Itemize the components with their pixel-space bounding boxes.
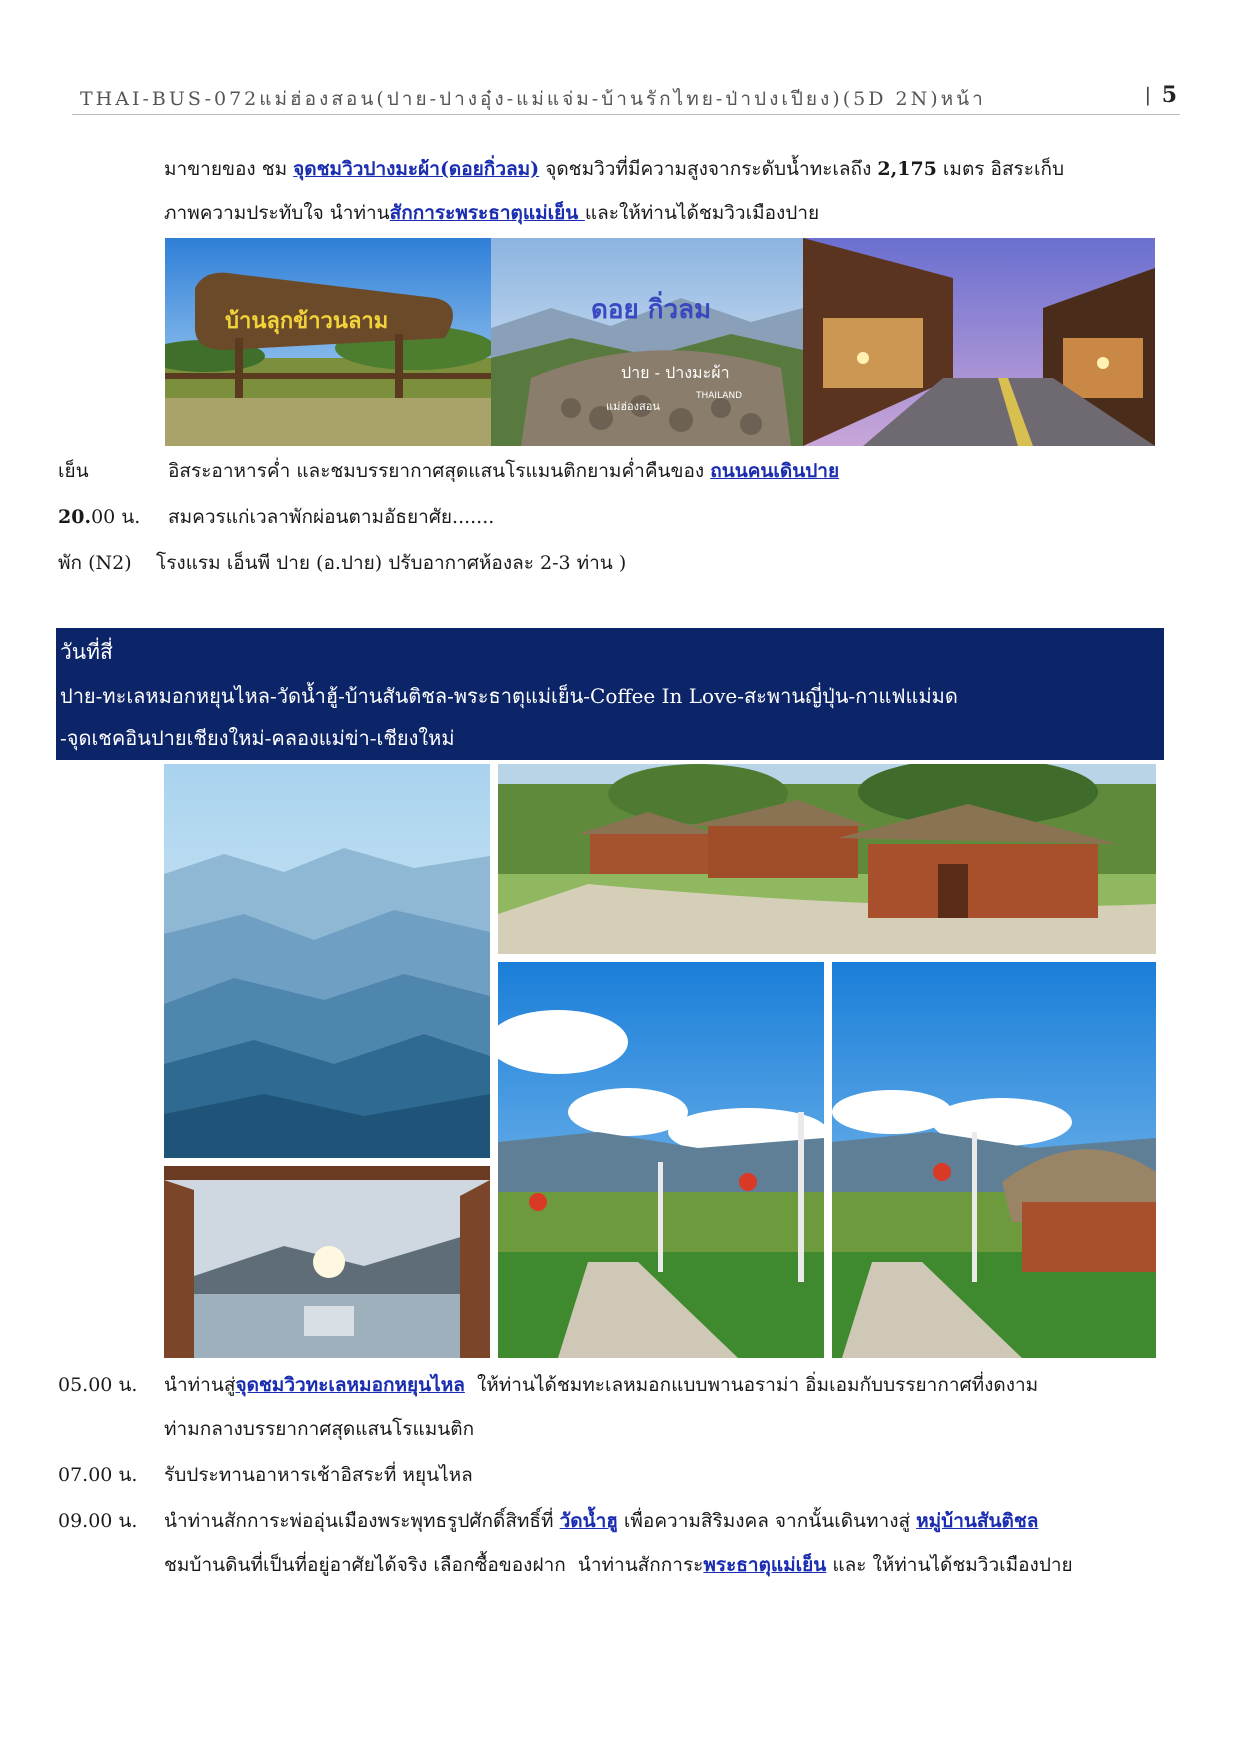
photo-misty-mountains [164, 764, 490, 1158]
day-route-2: -จุดเชคอินปายเชียงใหม่-คลองแม่ข่า-เชียงใหม่ [60, 726, 455, 750]
schedule-text: นำท่านสู่ [164, 1374, 236, 1396]
schedule-0500 [164, 1372, 1038, 1398]
link-pai-walking-street[interactable]: ถนนคนเดินปาย [710, 460, 840, 482]
photo-village-sign [165, 238, 491, 446]
link-phra-that-mae-yen[interactable]: สักการะพระธาตุแม่เย็น [389, 202, 585, 224]
intro-line-1 [164, 156, 1064, 182]
schedule-time-evening: เย็น [58, 460, 89, 482]
doi-sign-province: แม่ฮ่องสอน [606, 400, 660, 413]
photo-walking-street [803, 238, 1155, 446]
time-rest: 00 น. [91, 506, 141, 528]
intro-text: เมตร อิสระเก็บ [936, 158, 1065, 180]
schedule-text: อิสระอาหารค่ำ และชมบรรยากาศสุดแสนโรแมนติกยามค่ำคืนของ [168, 460, 711, 482]
intro-text: ภาพความประทับใจ นำท่าน [164, 202, 390, 224]
link-santichon-village[interactable]: หมู่บ้านสันติชล [916, 1510, 1039, 1532]
header-title: THAI-BUS-072แม่ฮ่องสอน(ปาย-ปางอุ๋ง-แม่แจ่ม-บ้านรักไทย-ป่าปงเปียง)(5D 2N)หน้า [80, 88, 986, 110]
schedule-text-stay: โรงแรม เอ็นพี ปาย (อ.ปาย) ปรับอากาศห้องละ 2-3 ท่าน ) [156, 552, 627, 574]
page-header [80, 82, 1180, 112]
page-number: 5 [1161, 82, 1180, 108]
schedule-text: ชมบ้านดินที่เป็นที่อยู่อาศัยได้จริง เลือกซื้อของฝาก นำท่านสักการะ [164, 1554, 704, 1576]
schedule-0500-cont: ท่ามกลางบรรยากาศสุดแสนโรแมนติก [164, 1418, 475, 1440]
header-divider [72, 114, 1180, 115]
day-label: วันที่สี่ [60, 640, 113, 664]
doi-sign-subtext: ปาย - ปางมะผ้า [621, 363, 730, 382]
link-yun-lai-viewpoint[interactable]: จุดชมวิวทะเลหมอกหยุนไหล [235, 1374, 465, 1396]
schedule-text: และ ให้ท่านได้ชมวิวเมืองปาย [826, 1554, 1073, 1576]
elevation-value: 2,175 [877, 158, 937, 180]
intro-text: จุดชมวิวที่มีความสูงจากระดับน้ำทะเลถึง [539, 158, 878, 180]
link-phra-that-mae-yen-2[interactable]: พระธาตุแม่เย็น [703, 1554, 827, 1576]
photo-santichon-path-2 [832, 962, 1156, 1358]
schedule-time-stay: พัก (N2) [58, 552, 132, 574]
sign-text: บ้านลุกข้าวนลาม [225, 308, 389, 334]
schedule-0900-cont [164, 1552, 1073, 1578]
day-header [56, 628, 1164, 760]
schedule-evening [168, 458, 839, 484]
schedule-time-2000 [58, 504, 140, 530]
photo-mud-houses [498, 764, 1156, 954]
schedule-text-2000: สมควรแก่เวลาพักผ่อนตามอัธยาศัย....... [168, 506, 495, 528]
intro-line-2 [164, 200, 819, 226]
schedule-time-0900: 09.00 น. [58, 1510, 138, 1532]
schedule-time-0700: 07.00 น. [58, 1464, 138, 1486]
schedule-time-0500: 05.00 น. [58, 1374, 138, 1396]
header-separator: | [1144, 84, 1154, 106]
schedule-0900 [164, 1508, 1038, 1534]
time-bold: 20. [58, 506, 92, 528]
doi-sign-country: THAILAND [696, 391, 743, 401]
doi-sign-text: ดอย กิ่วลม [591, 295, 712, 325]
schedule-text: ให้ท่านได้ชมทะเลหมอกแบบพานอราม่า อิ่มเอมกับบรรยากาศที่งดงาม [464, 1374, 1039, 1396]
schedule-text: เพื่อความสิริมงคล จากนั้นเดินทางสู่ [617, 1510, 917, 1532]
schedule-0700: รับประทานอาหารเช้าอิสระที่ หยุนไหล [164, 1464, 473, 1486]
intro-text: มาขายของ ชม [164, 158, 294, 180]
link-doi-kiew-lom[interactable]: จุดชมวิวปางมะผ้า(ดอยกิ่วลม) [293, 158, 540, 180]
photo-window-lake-view [164, 1166, 490, 1358]
photo-santichon-path-1 [498, 962, 824, 1358]
intro-text: และให้ท่านได้ชมวิวเมืองปาย [584, 202, 820, 224]
link-wat-nam-hu[interactable]: วัดน้ำฮู [559, 1510, 618, 1532]
photo-doi-kiew-lom [491, 238, 803, 446]
schedule-text: นำท่านสักการะพ่ออุ่นเมืองพระพุทธรูปศักดิ์สิทธิ์ที่ [164, 1510, 560, 1532]
day-route-1: ปาย-ทะเลหมอกหยุนไหล-วัดน้ำฮู้-บ้านสันติชล-พระธาตุแม่เย็น-Coffee In Love-สะพานญี่ปุ่น-กาแฟแม่มด [60, 684, 958, 708]
